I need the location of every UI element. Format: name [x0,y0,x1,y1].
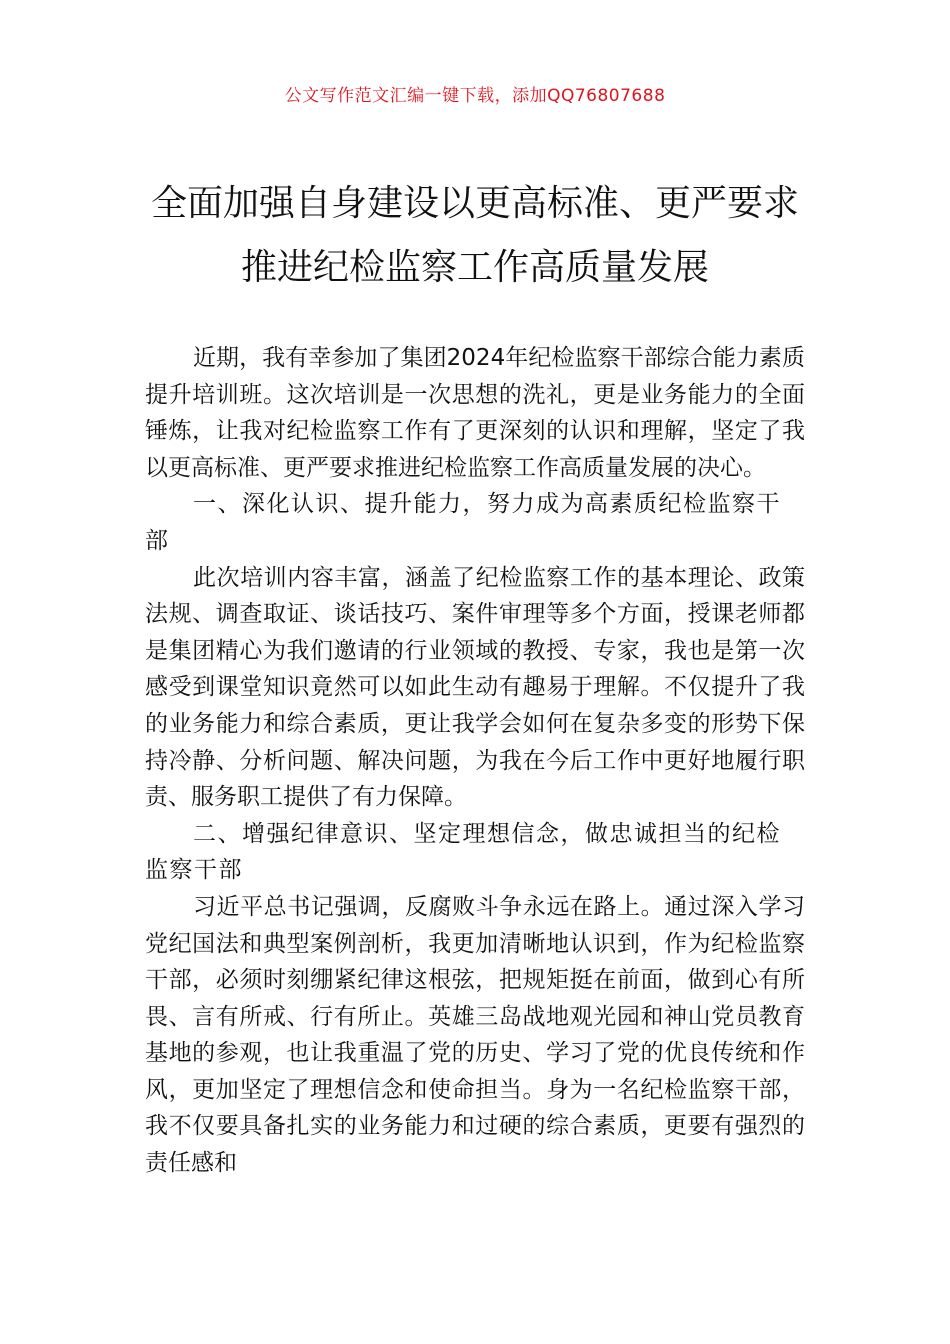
document-title [0,172,950,300]
title-line-2: 推进纪检监察工作高质量发展 [240,247,709,288]
title-line-1: 全面加强自身建设以更高标准、更严要求 [150,183,799,224]
download-banner: 公文写作范文汇编一键下载，添加QQ76807688 [284,86,666,106]
section-2-paragraph: 习近平总书记强调，反腐败斗争永远在路上。通过深入学习党纪国法和典型案例剖析，我更加清晰地认识到，作为纪检监察干部，必须时刻绷紧纪律这根弦，把规矩挺在前面，做到心有所畏、言有所戒、行有所止。英雄三岛战地观光园和神山党员教育基地的参观，也让我重温了党的历史、学习了党的优良传统和作风，更加坚定了理想信念和使命担当。身为一名纪检监察干部，我不仅要具备扎实的业务能力和过硬的综合素质，更要有强烈的责任感和 [145,893,805,1177]
intro-paragraph: 近期，我有幸参加了集团2024年纪检监察干部综合能力素质提升培训班。这次培训是一次思想的洗礼，更是业务能力的全面锤炼，让我对纪检监察工作有了更深刻的认识和理解，坚定了我以更高标准、更严要求推进纪检监察工作高质量发展的决心。 [145,345,805,481]
section-1-heading: 一、深化认识、提升能力，努力成为高素质纪检监察干部 [145,491,781,554]
section-1-paragraph: 此次培训内容丰富，涵盖了纪检监察工作的基本理论、政策法规、调查取证、谈话技巧、案件审理等多个方面，授课老师都是集团精心为我们邀请的行业领域的教授、专家，我也是第一次感受到课堂知识竟然可以如此生动有趣易于理解。不仅提升了我的业务能力和综合素质，更让我学会如何在复杂多变的形势下保持冷静、分析问题、解决问题，为我在今后工作中更好地履行职责、服务职工提供了有力保障。 [145,564,805,811]
section-2-heading: 二、增强纪律意识、坚定理想信念，做忠诚担当的纪检监察干部 [145,820,781,884]
document-body [145,340,805,1182]
